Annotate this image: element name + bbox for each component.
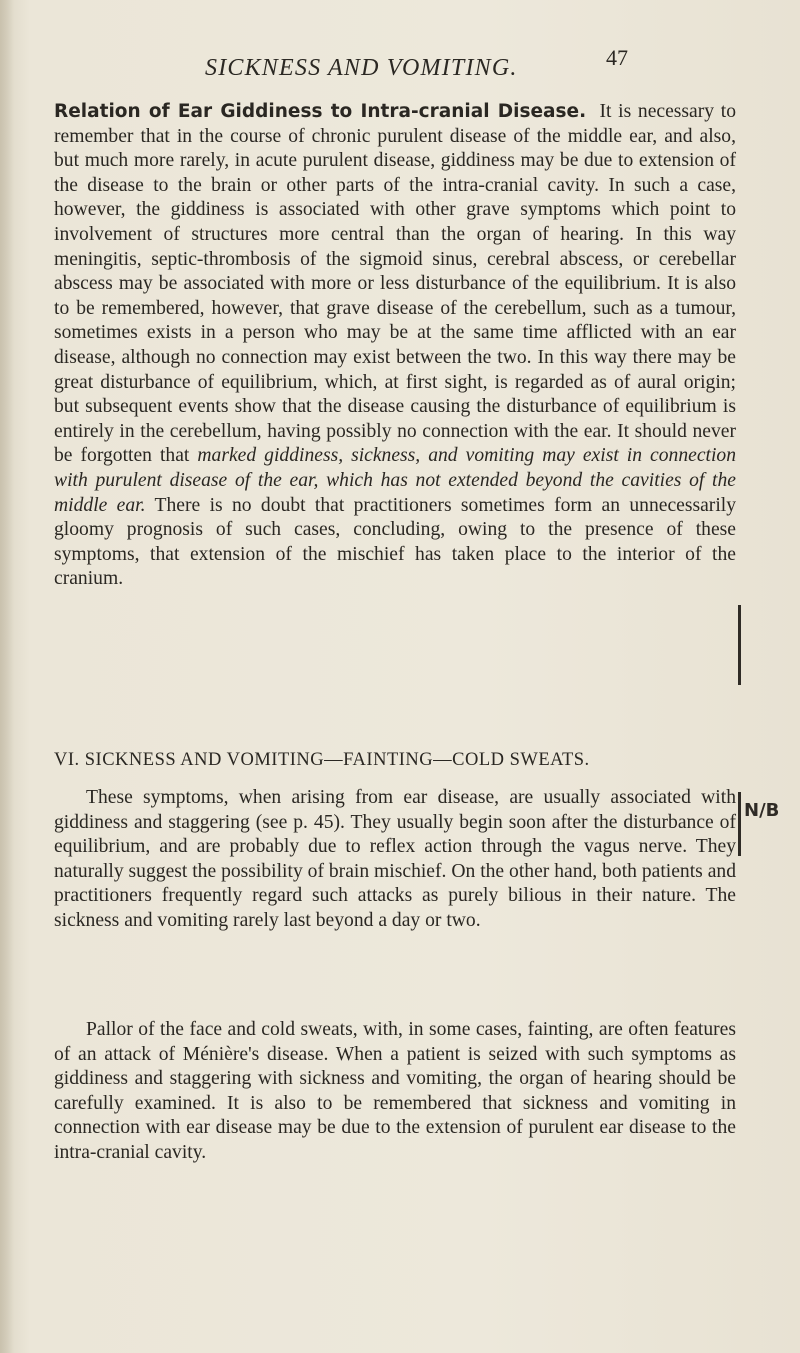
- paragraph-ear-giddiness: [54, 100, 736, 592]
- section-heading: VI. SICKNESS AND VOMITING—FAINTING—COLD SWEATS.: [54, 750, 590, 770]
- page-number: 47: [606, 45, 628, 70]
- handwritten-margin-note: N/B: [744, 800, 780, 821]
- run-in-heading: Relation of Ear Giddiness to Intra-cranial Disease.: [54, 101, 587, 122]
- paragraph-sickness-symptoms: These symptoms, when arising from ear disease, are usually associated with giddiness and staggering (see p. 45). They usually begin soon after the disturbance of equilibrium, and are probably due to reflex action through the vagus nerve. They naturally suggest the possibility of brain mischief. On the other hand, both patients and practitioners frequently regard such attacks as purely bilious in their nature. The sickness and vomiting rarely last beyond a day or two.: [54, 787, 736, 931]
- italic-emphasis: marked giddiness, sickness, and vomiting may exist in connection with purulent disease of the ear, which has not extended beyond the cavities of the middle ear.: [54, 445, 736, 516]
- paragraph-pallor-sweats: Pallor of the face and cold sweats, with, in some cases, fainting, are often features of an attack of Ménière's disease. When a patient is seized with such symptoms as giddiness and staggering with sickness and vomiting, the organ of hearing should be carefully examined. It is also to be remembered that sickness and vomiting in connection with ear disease may be due to the extension of purulent ear disease to the intra-cranial cavity.: [54, 1019, 736, 1163]
- running-head: SICKNESS AND VOMITING.: [205, 55, 518, 81]
- margin-marking-line: [738, 792, 741, 856]
- paragraph-text: It is necessary to remember that in the course of chronic purulent disease of the middle ear, and also, but much more rarely, in acute purulent disease, giddiness may be due to extension of the disease to the brain or other parts of the intra-cranial cavity. In such a case, however, the giddiness is associated with other grave symptoms which point to involvement of structures more central than the organ of hearing. In this way meningitis, septic-thrombosis of the sigmoid sinus, cerebral abscess, or cerebellar abscess may be associated with more or less disturbance of the equilibrium. It is also to be remembered, however, that grave disease of the cerebellum, such as a tumour, sometimes exists in a person who may be at the same time afflicted with an ear disease, although no connection may exist between the two. In this way there may be great disturbance of equilibrium, which, at first sight, is regarded as of aural origin; but subsequent events show that the disease causing the disturbance of equilibrium is entirely in the cerebellum, having possibly no connection with the ear. It should never be forgotten that: [54, 101, 736, 467]
- binding-shadow: [0, 0, 14, 1353]
- margin-marking-line: [738, 605, 741, 685]
- paragraph-text-continued: There is no doubt that practitioners sometimes form an unnecessarily gloomy prognosis of such cases, concluding, owing to the presence of these symptoms, that extension of the mischief has taken place to the interior of the cranium.: [54, 494, 736, 590]
